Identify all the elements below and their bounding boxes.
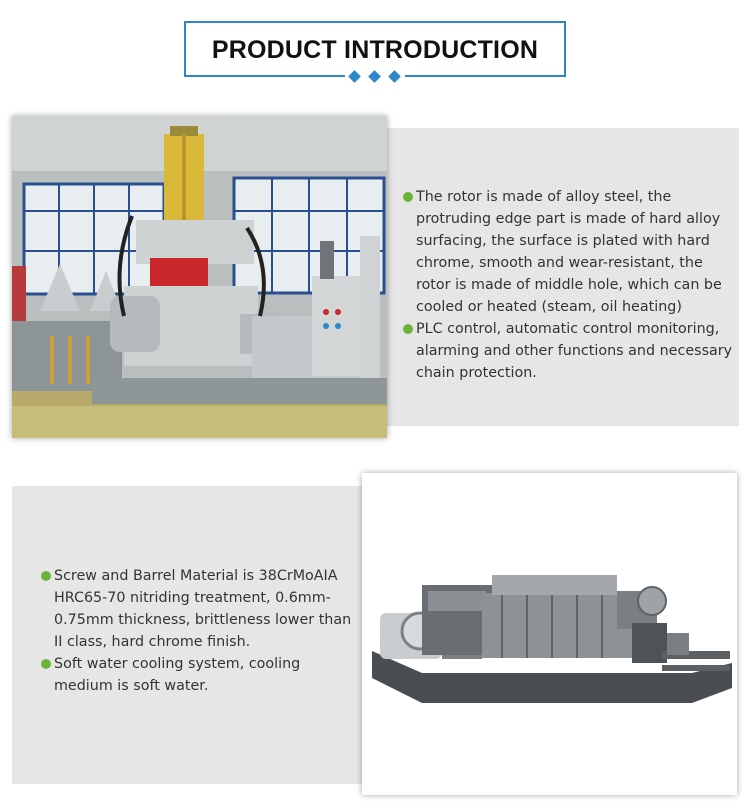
- section-title-box: [184, 21, 566, 77]
- internal-mixer-photo: [12, 116, 387, 438]
- feature-item: [40, 565, 358, 653]
- feature-text: The rotor is made of alloy steel, the protruding edge part is made of hard alloy surfacing, the surface is plated with hard chrome, smooth and wear-resistant, the rotor is made of middle hole, which can be cooled or heated (steam, oil heating): [416, 189, 722, 315]
- feature-item: [402, 186, 740, 318]
- diamond-icon: [388, 70, 401, 83]
- twin-screw-extruder-photo: [362, 473, 737, 795]
- diamond-icon: [368, 70, 381, 83]
- feature-list-1: [402, 186, 740, 384]
- title-divider: [345, 70, 405, 84]
- feature-item: [402, 318, 740, 384]
- bullet-dot-icon: [41, 571, 51, 581]
- diamond-icon: [348, 70, 361, 83]
- bullet-dot-icon: [403, 192, 413, 202]
- feature-text: Screw and Barrel Material is 38CrMoAIA HRC65-70 nitriding treatment, 0.6mm-0.75mm thickness, brittleness lower than II class, hard chrome finish.: [54, 568, 352, 650]
- feature-list-2: [40, 565, 358, 697]
- feature-text: PLC control, automatic control monitoring, alarming and other functions and necessary chain protection.: [416, 321, 733, 381]
- bullet-dot-icon: [403, 324, 413, 334]
- feature-item: [40, 653, 358, 697]
- bullet-dot-icon: [41, 659, 51, 669]
- page-title: PRODUCT INTRODUCTION: [211, 36, 539, 64]
- feature-text: Soft water cooling system, cooling medium is soft water.: [54, 656, 301, 694]
